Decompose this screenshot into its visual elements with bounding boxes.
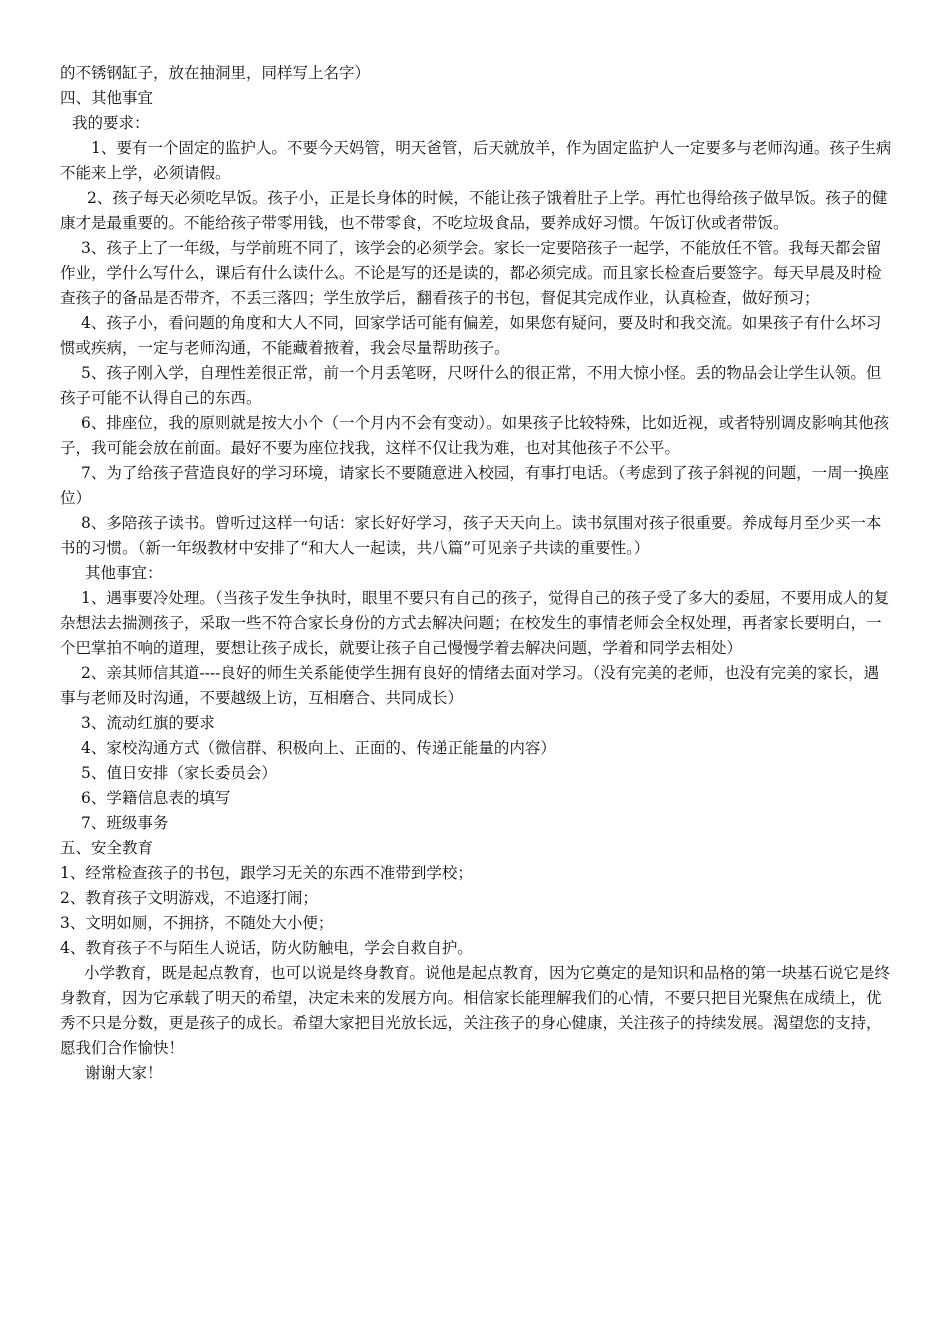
paragraph: 其他事宜： bbox=[85, 564, 163, 582]
paragraph: 8、多陪孩子读书。曾听过这样一句话：家长好好学习，孩子天天向上。读书氛围对孩子很重要。养成每月至少买一本书的习惯。（新一年级教材中安排了“和大人一起读，共八篇”可见亲子共读的重要性。） bbox=[60, 514, 882, 557]
paragraph: 4、家校沟通方式（微信群、积极向上、正面的、传递正能量的内容） bbox=[81, 739, 556, 757]
paragraph: 四、其他事宜 bbox=[60, 89, 154, 107]
paragraph: 五、安全教育 bbox=[60, 839, 154, 857]
paragraph: 4、孩子小，看问题的角度和大人不同，回家学话可能有偏差，如果您有疑问，要及时和我交流。如果孩子有什么坏习惯或疾病，一定与老师沟通，不能藏着掖着，我会尽量帮助孩子。 bbox=[60, 314, 882, 357]
paragraph: 3、文明如厕，不拥挤，不随处大小便； bbox=[60, 914, 334, 932]
paragraph: 1、要有一个固定的监护人。不要今天妈管，明天爸管，后天就放羊，作为固定监护人一定要多与老师沟通。孩子生病不能来上学，必须请假。 bbox=[60, 139, 892, 182]
paragraph: 1、遇事要冷处理。（当孩子发生争执时，眼里不要只有自己的孩子，觉得自己的孩子受了多大的委屈，不要用成人的复杂想法去揣测孩子，采取一些不符合家长身份的方式去解决问题；在校发生的事情老师会全权处理，再者家长要明白，一个巴掌拍不响的道理，要想让孩子成长，就要让孩子自己慢慢学着去解决问题，学着和同学去相处） bbox=[60, 589, 890, 657]
paragraph: 2、教育孩子文明游戏，不追逐打闹； bbox=[60, 889, 318, 907]
paragraph: 我的要求： bbox=[72, 114, 150, 132]
paragraph: 3、孩子上了一年级，与学前班不同了，该学会的必须学会。家长一定要陪孩子一起学，不能放任不管。我每天都会留作业，学什么写什么，课后有什么读什么。不论是写的还是读的，都必须完成。而且家长检查后要签字。每天早晨及时检查孩子的备品是否带齐，不丢三落四；学生放学后，翻看孩子的书包，督促其完成作业，认真检查，做好预习； bbox=[60, 239, 882, 307]
paragraph: 2、亲其师信其道----良好的师生关系能使学生拥有良好的情绪去面对学习。（没有完美的老师，也没有完美的家长，遇事与老师及时沟通，不要越级上访，互相磨合、共同成长） bbox=[60, 664, 880, 707]
paragraph: 1、经常检查孩子的书包，跟学习无关的东西不准带到学校； bbox=[60, 864, 473, 882]
paragraph: 的不锈钢缸子，放在抽洞里，同样写上名字） bbox=[60, 64, 371, 82]
paragraph: 小学教育，既是起点教育，也可以说是终身教育。说他是起点教育，因为它奠定的是知识和品格的第一块基石说它是终身教育，因为它承载了明天的希望，决定未来的发展方向。相信家长能理解我们的心情，不要只把目光聚焦在成绩上，优秀不只是分数，更是孩子的成长。希望大家把目光放长远，关注孩子的身心健康，关注孩子的持续发展。渴望您的支持，愿我们合作愉快！ bbox=[60, 964, 891, 1057]
paragraph: 谢谢大家！ bbox=[85, 1064, 163, 1082]
paragraph: 2、孩子每天必须吃早饭。孩子小，正是长身体的时候，不能让孩子饿着肚子上学。再忙也得给孩子做早饭。孩子的健康才是最重要的。不能给孩子带零用钱，也不带零食，不吃垃圾食品，要养成好习惯。午饭订伙或者带饭。 bbox=[60, 189, 888, 232]
paragraph: 7、班级事务 bbox=[81, 814, 169, 832]
paragraph: 3、流动红旗的要求 bbox=[81, 714, 215, 732]
paragraph: 5、值日安排（家长委员会） bbox=[81, 764, 277, 782]
paragraph: 6、学籍信息表的填写 bbox=[81, 789, 231, 807]
document-page bbox=[60, 61, 892, 1086]
paragraph: 5、孩子刚入学，自理性差很正常，前一个月丢笔呀，尺呀什么的很正常，不用大惊小怪。丢的物品会让学生认领。但孩子可能不认得自己的东西。 bbox=[60, 364, 882, 407]
paragraph: 6、排座位，我的原则就是按大小个（一个月内不会有变动）。如果孩子比较特殊，比如近视，或者特别调皮影响其他孩子，我可能会放在前面。最好不要为座位找我，这样不仅让我为难，也对其他孩子不公平。 bbox=[60, 414, 890, 457]
paragraph: 4、教育孩子不与陌生人说话，防火防触电，学会自救自护。 bbox=[60, 939, 473, 957]
paragraph: 7、为了给孩子营造良好的学习环境，请家长不要随意进入校园，有事打电话。（考虑到了孩子斜视的问题，一周一换座位） bbox=[60, 464, 890, 507]
